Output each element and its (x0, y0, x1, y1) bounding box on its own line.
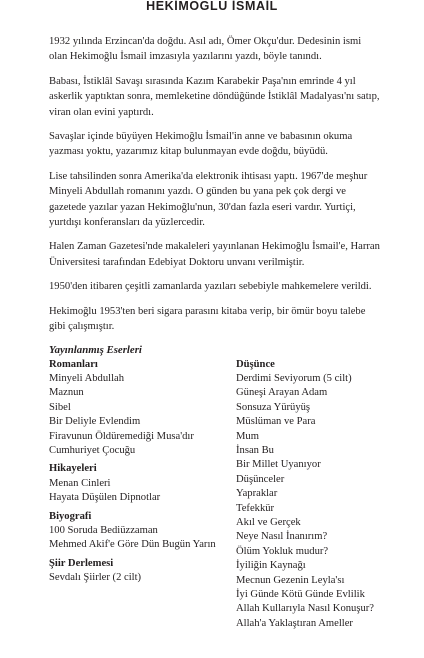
category-thought: Düşünce (236, 358, 275, 370)
bio-paragraph-birth: 1932 yılında Erzincan'da doğdu. Asıl adı, Ömer Okçu'dur. Dedesinin ismi olan Hekimoğlu İsmail imzasıyla yazılarını yazdı, böyle tanındı. (49, 36, 362, 63)
list-item: Müslüman ve Para (236, 416, 316, 428)
list-item: Ölüm Yokluk mudur? (236, 545, 329, 557)
bio-paragraph-father: Babası, İstiklâl Savaşı sırasında Kazım Karabekir Paşa'nın emrinde 4 yıl askerlik yaptıktan sonra, memleketine döndüğünde İstiklâl Madalyası'nı satıp, viran olan evini yaptırdı. (49, 75, 380, 118)
works-heading: Yayınlanmış Eserleri (49, 343, 142, 356)
list-item: İyi Günde Kötü Günde Evlilik (236, 589, 365, 600)
list-item: Güneşi Arayan Adam (236, 387, 328, 399)
list-item: Akıl ve Gerçek (236, 516, 301, 528)
list-item: 100 Soruda Bediüzzaman (49, 524, 158, 536)
works-left-column (49, 358, 239, 586)
list-item: Minyeli Abdullah (49, 372, 125, 384)
list-item: Allah'a Yaklaştıran Ameller (236, 617, 353, 629)
category-biography: Biyografi (49, 510, 92, 522)
list-item: Mum (236, 430, 259, 442)
list-item: Allah Kullarıyla Nasıl Konuşur? (236, 603, 374, 615)
author-biography (49, 34, 381, 658)
list-item: Cumhuriyet Çocuğu (49, 444, 136, 456)
list-item: Bir Millet Uyanıyor (236, 459, 321, 471)
list-item: Derdimi Seviyorum (5 cilt) (236, 372, 352, 384)
bio-paragraph-courts: 1950'den itibaren çeşitli zamanlarda yazıları sebebiyle mahkemelere verildi. (49, 281, 372, 293)
list-item: İyiliğin Kaynağı (236, 560, 306, 572)
list-item: Maznun (49, 387, 84, 399)
bio-paragraph-education: Lise tahsilinden sonra Amerika'da elektronik ihtisası yaptı. 1967'de meşhur Minyeli Abdullah romanını yazdı. O günden bu yana pek çok dergi ve gazetede yazılar yazan Hekimoğlu'nun, 30'dan fazla eseri vardır. Yurtiçi, yurtdışı konferansları da yüzlercedir. (49, 170, 368, 229)
category-novels: Romanları (49, 358, 98, 370)
list-item: Sonsuza Yürüyüş (236, 401, 311, 413)
list-item: Hayata Düşülen Dipnotlar (49, 492, 161, 504)
list-item: Mecnun Gezenin Leyla'sı (236, 574, 345, 586)
works-right-column (236, 358, 386, 632)
list-item: Menan Cinleri (49, 477, 111, 489)
list-item: Yapraklar (236, 488, 278, 500)
bio-paragraph-doctorate: Halen Zaman Gazetesi'nde makaleleri yayınlanan Hekimoğlu İsmail'e, Harran Üniversitesi tarafından Edebiyat Doktoru unvanı verilmiştir. (49, 241, 380, 268)
list-item: Firavunun Öldüremediği Musa'dır (49, 430, 194, 442)
category-poetry: Şiir Derlemesi (49, 557, 114, 569)
list-item: Sevdalı Şiirler (2 cilt) (49, 572, 142, 584)
list-item: Neye Nasıl İnanırım? (236, 531, 328, 543)
list-item: Sibel (49, 401, 71, 413)
works-list (49, 358, 381, 658)
list-item: Mehmed Akif'e Göre Dün Bugün Yarın (49, 539, 216, 551)
list-item: Düşünceler (236, 473, 285, 485)
page-title: HEKİMOĞLU İSMAİL (146, 0, 278, 13)
bio-paragraph-childhood: Savaşlar içinde büyüyen Hekimoğlu İsmail'in anne ve babasının okuma yazması yoktu, yazarımız kitap bulunmayan evde doğdu, büyüdü. (49, 131, 353, 158)
category-stories: Hikayeleri (49, 463, 97, 475)
bio-paragraph-books: Hekimoğlu 1953'ten beri sigara parasını kitaba verip, bir ömür boyu talebe gibi çalışmıştır. (49, 305, 366, 333)
list-item: Bir Deliyle Evlendim (49, 416, 141, 428)
list-item: İnsan Bu (236, 444, 274, 456)
list-item: Tefekkür (236, 502, 275, 514)
